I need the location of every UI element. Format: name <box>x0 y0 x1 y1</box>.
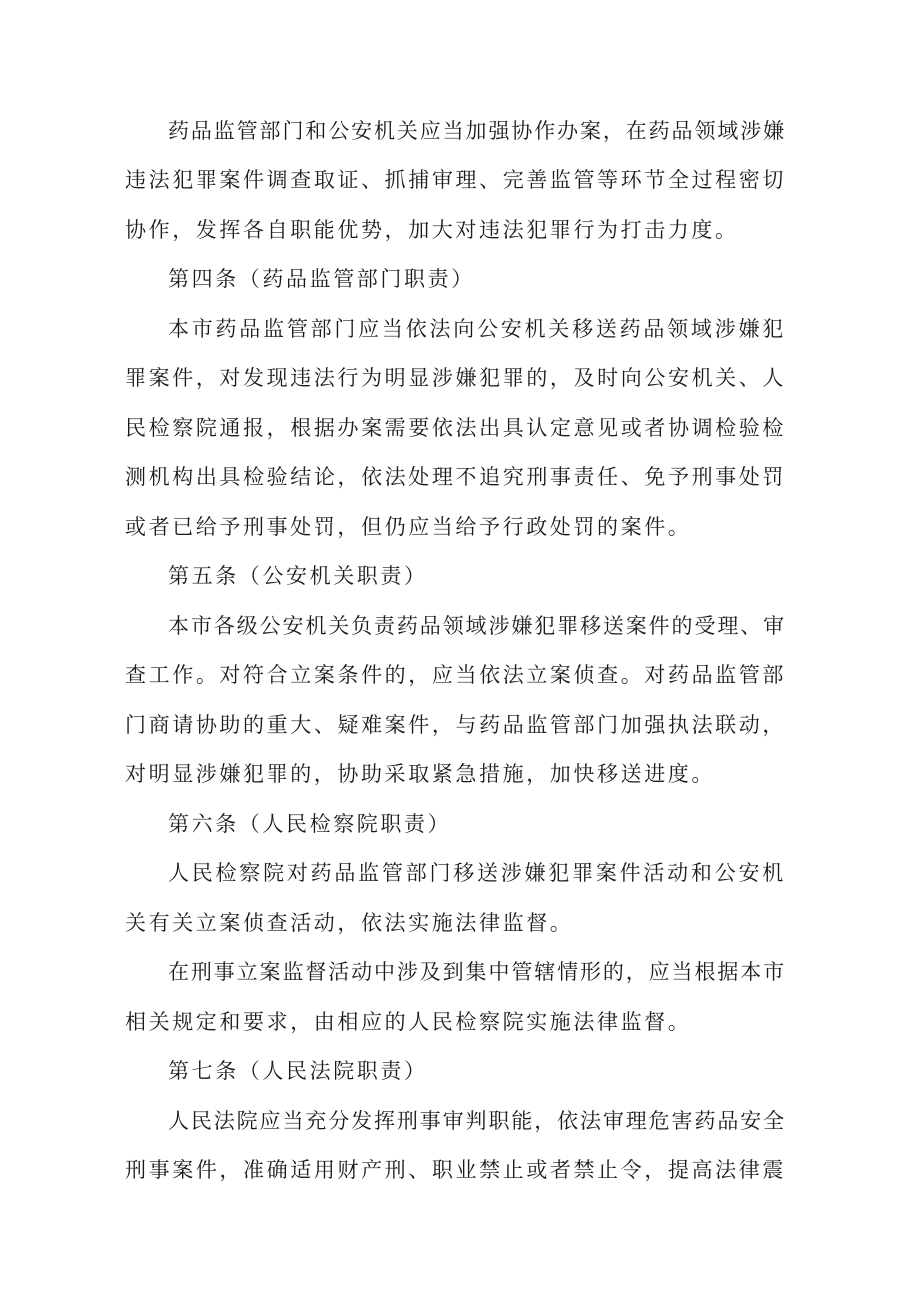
section-heading <box>0 1051 920 1091</box>
paragraph-line <box>0 1002 920 1042</box>
body-text: 本市药品监管部门应当依法向公安机关移送药品领域涉嫌犯 <box>168 317 786 341</box>
body-text: 对明显涉嫌犯罪的，协助采取紧急措施，加快移送进度。 <box>125 762 715 786</box>
paragraph-line <box>0 853 920 893</box>
body-text: 人民检察院对药品监管部门移送涉嫌犯罪案件活动和公安机 <box>168 861 786 885</box>
paragraph-line <box>0 507 920 547</box>
body-text: 门商请协助的重大、疑难案件，与药品监管部门加强执法联动， <box>125 713 786 737</box>
section-heading <box>0 804 920 844</box>
paragraph-line <box>0 655 920 695</box>
paragraph-line <box>0 408 920 448</box>
article-title: 第六条（人民检察院职责） <box>168 812 452 836</box>
paragraph-line <box>0 606 920 646</box>
section-heading <box>0 259 920 299</box>
paragraph-line <box>0 457 920 497</box>
body-text: 相关规定和要求，由相应的人民检察院实施法律监督。 <box>125 1010 692 1034</box>
paragraph-line <box>0 952 920 992</box>
body-text: 罪案件，对发现违法行为明显涉嫌犯罪的，及时向公安机关、人 <box>125 366 786 390</box>
body-text: 药品监管部门和公安机关应当加强协作办案，在药品领域涉嫌 <box>168 119 786 143</box>
paragraph-line <box>0 705 920 745</box>
article-title: 第七条（人民法院职责） <box>168 1059 428 1083</box>
paragraph-line <box>0 754 920 794</box>
body-text: 协作，发挥各自职能优势，加大对违法犯罪行为打击力度。 <box>125 218 739 242</box>
paragraph-line <box>0 1101 920 1141</box>
paragraph-line <box>0 358 920 398</box>
paragraph-line <box>0 210 920 250</box>
body-text: 查工作。对符合立案条件的，应当依法立案侦查。对药品监管部 <box>125 663 786 687</box>
body-text: 关有关立案侦查活动，依法实施法律监督。 <box>125 911 574 935</box>
article-title: 第四条（药品监管部门职责） <box>168 267 475 291</box>
paragraph-line <box>0 903 920 943</box>
body-text: 违法犯罪案件调查取证、抓捕审理、完善监管等环节全过程密切 <box>125 168 786 192</box>
body-text: 民检察院通报，根据办案需要依法出具认定意见或者协调检验检 <box>125 416 786 440</box>
paragraph-line <box>0 111 920 151</box>
body-text: 测机构出具检验结论，依法处理不追究刑事责任、免予刑事处罚 <box>125 465 786 489</box>
body-text: 刑事案件，准确适用财产刑、职业禁止或者禁止令，提高法律震 <box>125 1158 786 1182</box>
section-heading <box>0 556 920 596</box>
paragraph-line <box>0 309 920 349</box>
body-text: 本市各级公安机关负责药品领域涉嫌犯罪移送案件的受理、审 <box>168 614 786 638</box>
body-text: 人民法院应当充分发挥刑事审判职能，依法审理危害药品安全 <box>168 1109 786 1133</box>
body-text: 或者已给予刑事处罚，但仍应当给予行政处罚的案件。 <box>125 515 692 539</box>
paragraph-line <box>0 1150 920 1190</box>
body-text: 在刑事立案监督活动中涉及到集中管辖情形的，应当根据本市 <box>168 960 786 984</box>
article-title: 第五条（公安机关职责） <box>168 564 428 588</box>
paragraph-line <box>0 160 920 200</box>
